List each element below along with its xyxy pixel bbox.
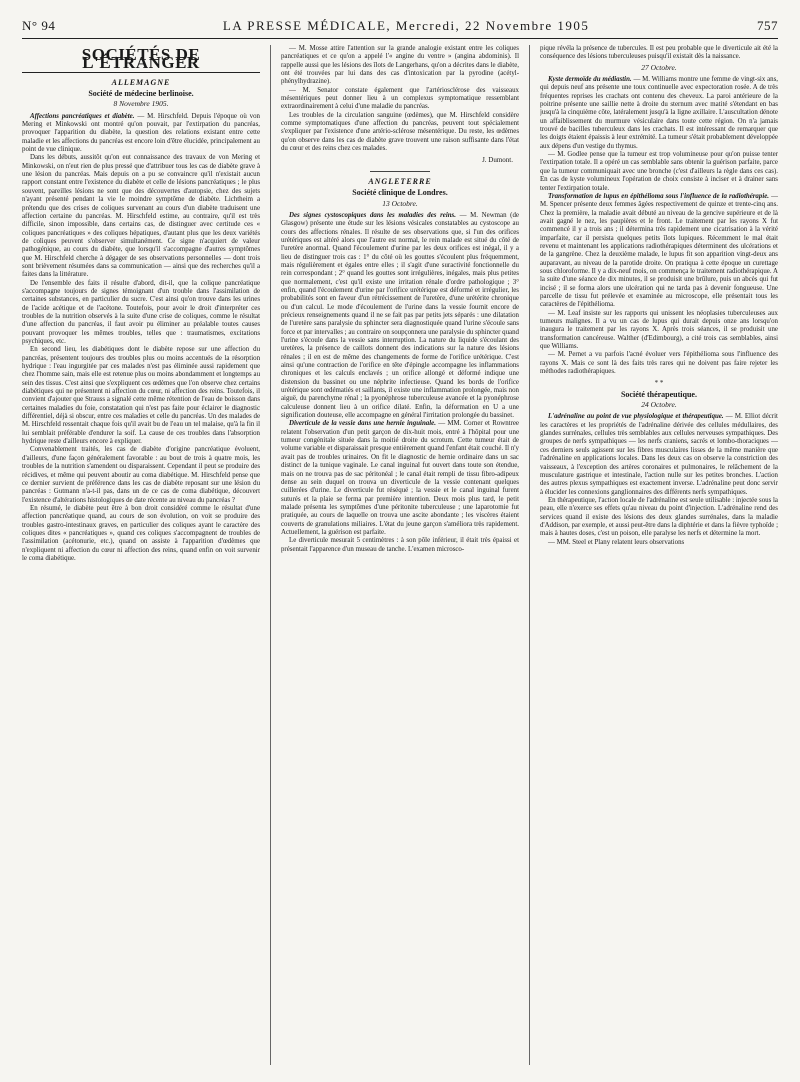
paragraph: — M. Leaf insiste sur les rapports qui unissent les néoplasies tuberculeuses aux tumeurs malignes. Il a vu un cas de lupus qui durait depuis onze ans lorsqu'on inaugura le traitement par les rayons X. Après trois séances, il se produisit une transformation cancéreuse. Walther (d'Edimbourg), a cité trois cas semblables, ainsi que Williams. xyxy=(539,309,778,351)
country-heading: ANGLETERRE xyxy=(368,176,432,186)
paragraph-text: — M. Spencer présente deux femmes âgées respectivement de quinze et trente-cinq ans. Chez la première, la maladie avait débuté au niveau de la gencive supérieure et de là avait gagné le nez, les paupières et le front. Le traitement par les rayons X fut commencé il y a trois ans ; il détermina très rapidement une cicatrisation à la vérité imparfaite, car il persista quelques petits îlots lupiques. Récemment le mal était revenu et maintenant les applications radiothérapiques déterminent des ulcérations et de la gangrène. Chez la deuxième malade, le lupus fit son apparition vingt-deux ans auparavant, au niveau de la parotide droite. On pratiqua à cette époque un curettage sous chloroforme. Il y a dix-neuf mois, on commença le traitement radiothérapique. A la suite d'une séance de dix minutes, il se produisit une brûlure, puis un abcès qui fut incisé ; il se forma alors une ulcération qui ne tarda pas à devenir fongueuse. Une parcelle de tissu fut prélevée et examinée au microscope, elle présentait tous les caractères de l'épithélioma. xyxy=(539,192,778,309)
signature: J. Dumont. xyxy=(482,156,513,165)
paragraph: De l'ensemble des faits il résulte d'abord, dit-il, que la colique pancréatique s'accompagne toujours de signes témoignant d'un trouble dans l'assimilation de certaines substances, en particulier du sucre. C'est ainsi qu'on trouve dans les urines de l'acide acétique et de l'acétone. Toutefois, pour avoir le droit d'interpréter ces troubles de la nutrition observés à la suite d'une crise de coliques, comme le résultat d'une affection du pancréas, il faut avoir pu éliminer au préalable toutes causes pouvant provoquer les mêmes troubles, telles que : traumatismes, excitations psychiques, etc. xyxy=(22,279,261,345)
paragraph-text: — M. Williams montre une femme de vingt-six ans, qui depuis neuf ans présente une toux continuelle avec expectoration rosée. A de très fréquentes reprises les crachats ont contenu des cheveux. La paroi antérieure de la poitrine présente une saillie nette à droite du sternum avec matité s'étendant en bas jusqu'à la cinquième côte, latéralement jusqu'à la ligne axillaire. L'auscultation dénote un affaiblissement du murmure vésiculaire dans toute cette région. On n'a jamais trouvé de bacilles tuberculeux dans les crachats. Il est intéressant de remarquer que les doigts étaient épaissis à leur extrémité. La tumeur s'était probablement développée aux dépens d'un vestige du thymus. xyxy=(539,76,778,150)
masthead: LA PRESSE MÉDICALE, Mercredi, 22 Novembre 1905 xyxy=(222,18,590,33)
session-date: 13 Octobre. xyxy=(382,198,418,208)
paragraph-text: — M. Elliot décrit les caractères et les propriétés de l'adrénaline dérivée des cellules médullaires, des glandes surrénales, cellules très semblables aux cellules nerveuses sympathiques. Des groupes de nerfs sympathiques — les nerfs craniens, sacrés et lombo-thoraciques — ces derniers seuls agissent sur les fibres musculaires lisses de la même manière que l'adrénaline en applications locales. Dans les deux cas on observe la constriction des vaisseaux, à l'exception des artères coronaires et pulmonaires, le relâchement de la musculature gastrique et intestinale, l'action nulle sur les petites bronches. L'action des autres plexus sympathiques est exactement inverse. L'adrénaline peut donc servir à élucider les connexions ganglionnaires des différents nerfs sympathiques. xyxy=(539,413,778,496)
session-date: 8 Novembre 1905. xyxy=(113,99,169,109)
paragraph: — MM. Steel et Plany relatent leurs observations xyxy=(547,538,685,546)
issue-number: N° 94 xyxy=(22,18,56,33)
session-date: 27 Octobre. xyxy=(641,62,677,72)
article-lead: Affections pancréatiques et diabète. xyxy=(30,112,135,120)
article-lead: L'adrénaline au point de vue physiologique et thérapeutique. xyxy=(547,413,724,421)
column-2 xyxy=(281,45,519,1065)
paragraph: Convenablement traités, les cas de diabète d'origine pancréatique évoluent, d'ailleurs, d'une façon généralement favorable : au bout de trois à quatre mois, les troubles de la nutrition s'amendent ou disparaissent. Cependant il peut se produire des récidives, et même qui peuvent aboutir au coma diabétique. M. Hirschfeld pense que ce dernier survient de préférence dans les cas de diabète reposant sur une lésion du pancréas : Gutmann n'a-t-il pas, dans un de ce cas de coma diabétique, découvert l'existence d'altérations histologiques de date récente au niveau du pancréas ? xyxy=(22,446,261,504)
paragraph: En second lieu, les diabétiques dont le diabète repose sur une affection du pancréas, présentent toujours des troubles plus ou moins accentués de la résorption hydrique : l'eau ingurgitée par ces malades n'est pas éliminée aussi rapidement que chez l'homme sain, mais elle est retenue plus ou moins abondamment et longtemps au sein des tissus. C'est ainsi que s'expliquent ces œdèmes que l'on observe chez certains diabétiques qui ne présentent ni affection du cœur, ni affection des reins. Toutefois, il convient d'ajouter que Strauss a signalé cette même rétention de l'eau de boisson dans certaines maladies du foie, constatation qui n'est pas faite pour éclairer le diagnostic différentiel, déjà si obscur, entre ces maladies et celle du pancréas. Un des malades de M. Hirschfeld ressentait chaque fois qu'il avait bu de l'eau un tel malaise, qu'à la fin il lui semblait préférable d'endurer la soif. La cause de ces troubles dans l'absorption hydrique reste d'ailleurs encore à expliquer. xyxy=(22,346,261,446)
article-lead: Kyste dermoïde du médiastin. xyxy=(547,76,632,84)
paragraph: Dans les débuts, aussitôt qu'on eut connaissance des travaux de von Mering et Minkowski, on n'eut rien de plus pressé que d'attribuer tous les cas de diabète grave à une lésion du pancréas. Mais depuis on a pu se convaincre qu'il n'existait aucun rapport constant entre l'existence du diabète et celle de lésions pancréatiques ; le plus souvent, pareilles lésions ne sont que des découvertes d'autopsie, chez des sujets n'ayant présenté pendant la vie le moindre symptôme de diabète. Lichtheim a prétendu que des crises de coliques survenant au cours d'un diabète traduisent une affection certaine du pancréas. M. Hirschfeld estime, au contraire, qu'il est très difficile, sinon impossible, dans certains cas, de distinguer avec certitude ces « coliques pancréatiques » des coliques hépatiques, d'autant plus que les deux variétés de coliques peuvent s'observer simultanément. Ce signe n'acquiert de valeur pathogénique, au cours du diabète, que lorsqu'il s'accompagne d'autres symptômes que M. Hirschfeld cherche à dégager de ses observations personnelles — dont trois sont brièvement résumées dans sa communication — ainsi que des recherches qu'il a faites dans la littérature. xyxy=(22,154,261,279)
article-lead: Diverticule de la vessie dans une hernie inguinale. xyxy=(288,420,436,428)
article-lead: Transformation de lupus en épithélioma sous l'influence de la radiothérapie. xyxy=(547,192,770,200)
column-divider xyxy=(270,45,271,1065)
column-3 xyxy=(540,45,778,1065)
paragraph: Les troubles de la circulation sanguine (œdèmes), que M. Hirschfeld considère comme symptomatiques d'une affection du pancréas, peuvent tout spécialement s'expliquer par l'existence d'une artério-sclérose mésentérique. Du reste, les œdèmes qu'on observe dans les cas de diabète grave trouvent une raison suffisante dans l'état du cœur et des reins chez ces malades. xyxy=(280,111,519,153)
paragraph: — M. Pernet a vu parfois l'acné évoluer vers l'épithélioma sous l'influence des rayons X. Mais ce sont là des faits très rares qui ne doivent pas faire rejeter les méthodes radiothérapiques. xyxy=(539,351,778,376)
paragraph-text: — MM. Corner et Rowntree relatent l'observation d'un petit garçon de dix-huit mois, entré à l'hôpital pour une tumeur congénitale située dans la moitié droite du scrotum. Cette tumeur était de volume variable et disparaissait presque entièrement quand l'enfant était couché. Il n'y avait pas de troubles urinaires. On fit le diagnostic de hernie ordinaire dans un sac distinct de la tunique vaginale. Le canal inguinal fut ouvert dans toute son étendue, mais on ne trouva pas de sac péritonéal ; le canal était rempli de tissu fibro-adipeux dense au sein duquel on trouva un diverticule de la vessie contenant quelques cuillerées d'urine. Le diverticule fut réséqué ; la vessie et le canal inguinal furent suturés et la plaie se ferma par première intention. Deux mois plus tard, le petit malade présenta les symptômes d'une péritonite tuberculeuse ; une laparotomie fut pratiquée, au cours de laquelle on trouva une ascite abondante ; les viscères étaient couverts de granulations miliaires. L'état du jeune garçon s'améliora très rapidement. Actuellement, la guérison est parfaite. xyxy=(280,420,519,536)
paragraph xyxy=(540,76,778,151)
country-heading: ALLEMAGNE xyxy=(111,77,171,87)
page-number: 757 xyxy=(757,18,778,33)
paragraph: — M. Mosse attire l'attention sur la grande analogie existant entre les coliques pancréatiques et ce qu'on a appelé l'« angine du ventre » (angina abdominis). Il rappelle aussi que les lésions des îlots de Langerhans, qu'on a décrites dans le diabète, ont été trouvées par lui dans des cas d'intoxication par la pyrodine (acétyl-phénylhydrazine). xyxy=(280,45,519,86)
society-heading: Société de médecine berlinoise. xyxy=(88,89,194,99)
paragraph xyxy=(281,420,519,537)
paragraph-text: — M. Hirschfeld. Depuis l'époque où von Mering et Minkowski ont montré qu'on pouvait, par l'extirpation du pancréas, provoquer l'apparition du diabète, la question des relations existant entre cette maladie et les affections du pancréas est encore loin d'être élucidée, principalement au point de vue clinique. xyxy=(22,112,261,154)
paragraph xyxy=(281,212,519,421)
session-date: 24 Octobre. xyxy=(641,400,677,410)
paragraph-text: — M. Newman (de Glasgow) présente une étude sur les lésions vésicales constatables au cystoscope au cours des affections rénales. Il résulte de ses observations que, si l'un des orifices urétériques est altéré alors que l'autre est normal, le rein malade est situé du côté de l'uretère anormal. Quand l'écoulement d'urine par les deux orifices est inégal, il y a lieu de distinguer trois cas : 1° du côté où les gouttes s'écoulent plus fréquemment, mais régulièrement et égales entre elles ; il s'agit d'une suractivité fonctionnelle du rein correspondant ; 2° quand les gouttes sont irrégulières, inégales, mais plus petites que normalement, c'est qu'il existe une irritation rénale d'ordre pathologique ; 3° enfin, quand l'écoulement d'urine par l'orifice urétérique est déformé et irrégulier, les probabilités sont en faveur d'un rétrécissement de l'uretère, d'une urétérite chronique ou d'un calcul. Le mode d'écoulement de l'urine dans la vessie fournit encore de précieux renseignements quand il ne se fait pas par petits jets séparés : une dilatation de l'uretère sans paralysie du sphincter sera diagnostiquée quand l'urine s'écoule sans force et par intervalles ; au contraire on soupçonnera une paralysie du sphincter quand l'urine s'écoule dans la vessie sans interruption. La nature du liquide s'écoulant des uretères, la présence de caillots donnent des indications sur la nature des lésions rénales ; il en est de même des changements de forme de l'orifice urétérique. C'est ainsi qu'une contraction de l'orifice en tête d'épingle accompagne les inflammations chroniques et les calculs enclavés ; un orifice allongé et déformé indique une distension du bassinet ou une néphrite infectieuse. Quand les bords de l'orifice urétérique sont œdématiés et saillants, il existe une inflammation prolongée, mais non aiguë, du parenchyme rénal ; la pyonéphrose tuberculeuse avancée et la pyonéphrose calculeuse donnent lieu à un orifice dilaté. Enfin, la déformation en U a une signification douteuse, elle accompagne en général l'irritation prolongée du bassinet. xyxy=(280,211,519,420)
header-rule xyxy=(22,38,778,39)
article-lead: Des signes cystoscopiques dans les maladies des reins. xyxy=(288,211,456,219)
paragraph: pique révéla la présence de tubercules. Il est peu probable que le diverticule ait été la conséquence des lésions tuberculeuses puisqu'il existait dès la naissance. xyxy=(539,45,778,61)
column-1 xyxy=(22,45,260,1065)
paragraph: En thérapeutique, l'action locale de l'adrénaline est seule utilisable : injectée sous la peau, elle n'exerce ses effets qu'au niveau du point d'injection. L'adrénaline rend des services quand il existe des lésions des deux glandes surrénales, dans la maladie d'Addison, par exemple, et aussi peut-être dans la diphtérie et dans la fièvre typhoïde ; mais à hautes doses, c'est un poison, elle paralyse les nerfs et détermine la mort. xyxy=(539,496,778,538)
section-title: SOCIÉTÉS DE L'ÉTRANGER xyxy=(81,45,201,73)
paragraph: Le diverticule mesurait 5 centimètres : à son pôle inférieur, il était très épaissi et présentait l'apparence d'un museau de tanche. L'examen microsco- xyxy=(280,537,519,553)
society-heading: Société clinique de Londres. xyxy=(352,188,448,198)
paragraph xyxy=(22,113,260,155)
paragraph xyxy=(540,413,778,496)
society-heading: Société thérapeutique. xyxy=(620,389,697,399)
paragraph: En résumé, le diabète peut être à bon droit considéré comme le résultat d'une affection pancréatique quand, au cours de son évolution, on voit se produire des troubles gastro-intestinaux graves, en particulier des coliques ayant le caractère des coliques dites « pancréatiques », quand ces coliques s'accompagnent de troubles de l'assimilation (acétonurie, etc.), quand on assiste à l'apparition d'œdèmes que n'expliquent ni affection du cœur ni affection des reins, quand enfin on voit survenir le coma diabétique. xyxy=(22,504,261,562)
section-stars: * * xyxy=(654,379,664,388)
columns xyxy=(22,45,778,1065)
divider xyxy=(370,171,430,172)
column-divider xyxy=(529,45,530,1065)
paragraph xyxy=(540,193,778,310)
page-header xyxy=(22,18,778,34)
paragraph: — M. Senator constate également que l'artériosclérose des vaisseaux mésentériques peut donner lieu à un complexus symptomatique ressemblant extraordinairement à celui d'une maladie du pancréas. xyxy=(280,86,519,111)
paragraph: — M. Godlee pense que la tumeur est trop volumineuse pour qu'on puisse tenter l'extirpation totale. Il a opéré un cas semblable sans obtenir la guérison parfaite, parce que la tumeur communiquait avec une bronche (c'est d'ailleurs la règle dans ces cas). En cas de kyste volumineux l'opération de choix consiste à inciser et à drainer sans tenter l'extirpation totale. xyxy=(539,151,778,192)
